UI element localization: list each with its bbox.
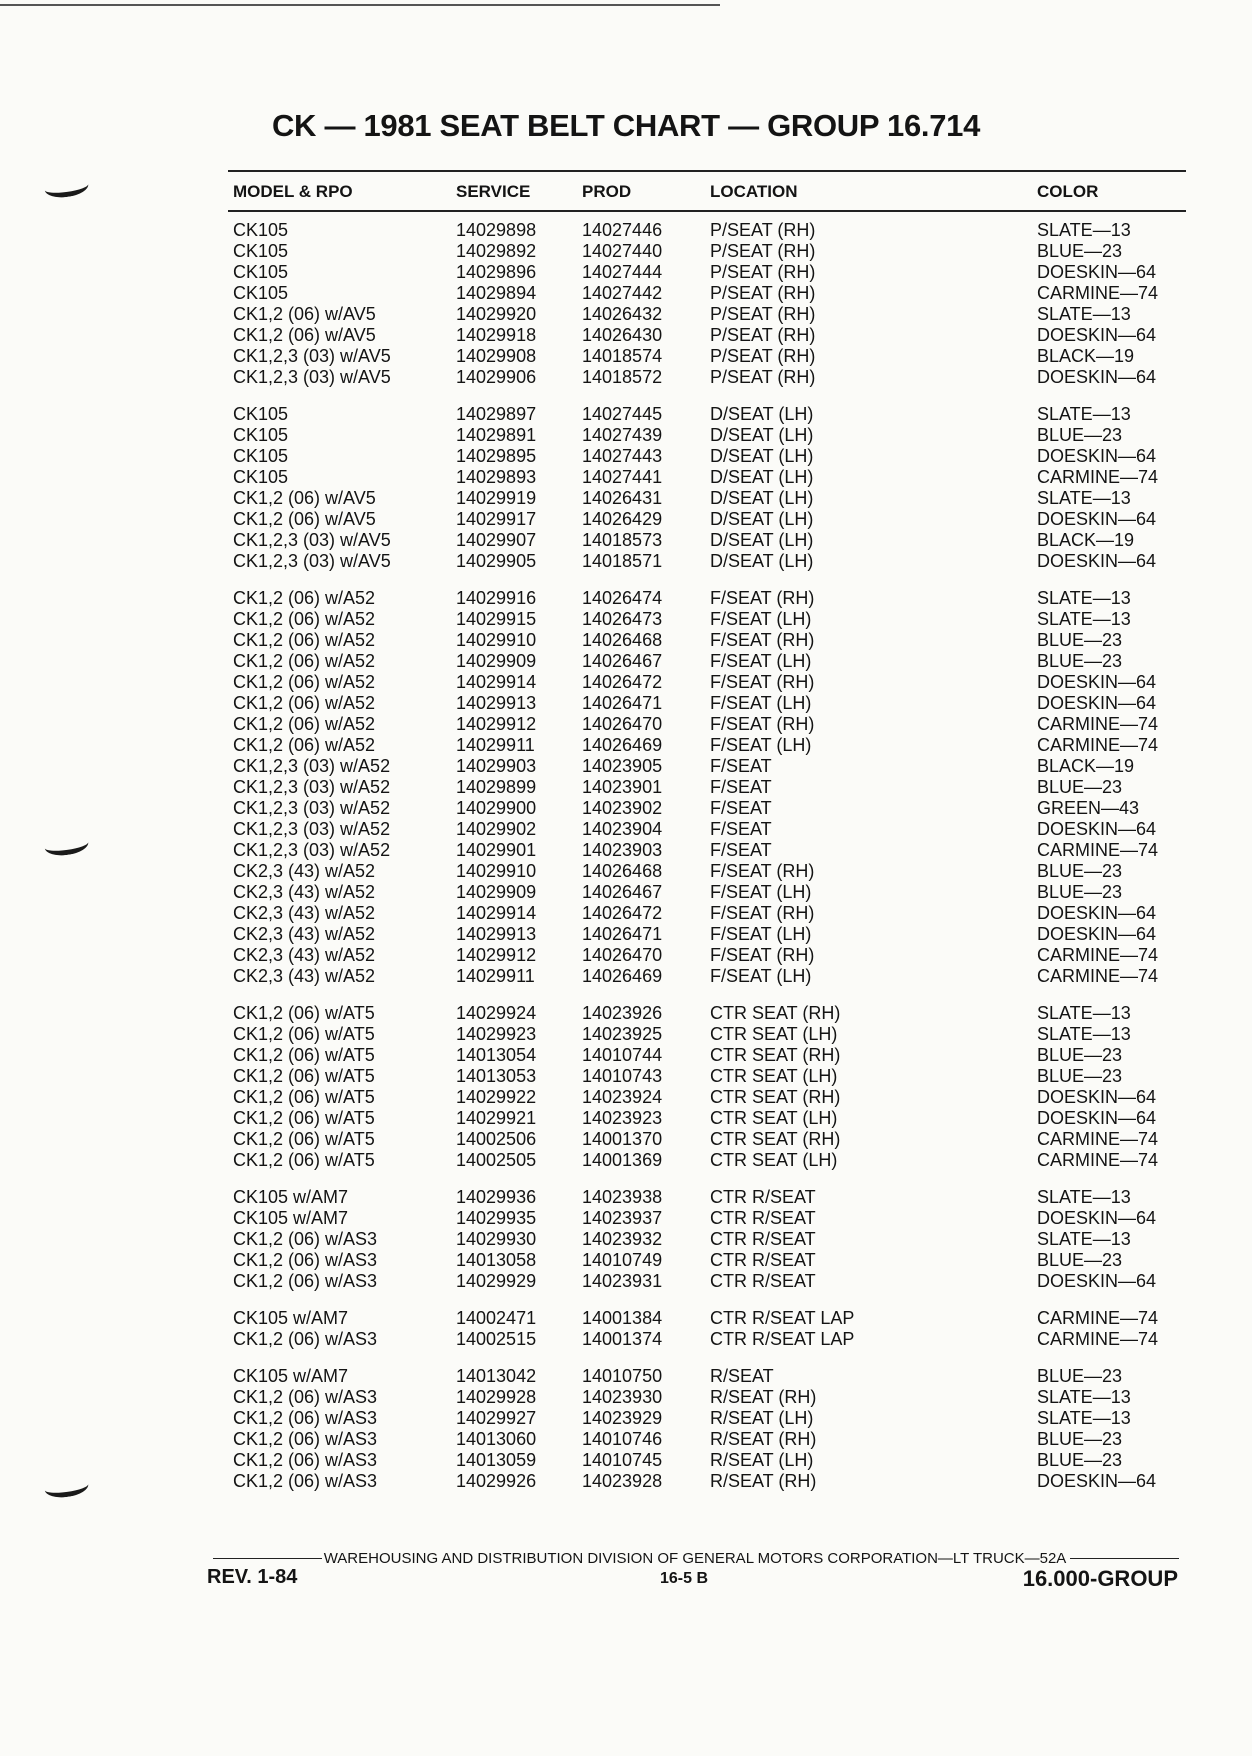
prod-cell: 14023931 xyxy=(582,1271,663,1291)
prod-cell: 14001384 xyxy=(582,1308,663,1328)
service-cell: 14029915 xyxy=(456,609,537,629)
prod-cell: 14023932 xyxy=(582,1229,663,1249)
service-cell: 14029924 xyxy=(456,1003,537,1023)
color-cell: CARMINE—74 xyxy=(1037,735,1159,755)
service-cell: 14029900 xyxy=(456,798,537,818)
service-cell: 14029910 xyxy=(456,861,537,881)
model-cell: CK105 xyxy=(233,283,289,303)
color-cell: DOESKIN—64 xyxy=(1037,693,1157,713)
prod-cell: 14027446 xyxy=(582,220,663,240)
column-header-model: MODEL & RPO xyxy=(233,182,353,201)
prod-cell: 14023937 xyxy=(582,1208,663,1228)
model-cell: CK1,2 (06) w/AV5 xyxy=(233,488,376,508)
service-cell: 14029902 xyxy=(456,819,537,839)
model-cell: CK1,2 (06) w/AT5 xyxy=(233,1129,375,1149)
service-cell: 14029901 xyxy=(456,840,537,860)
color-cell: BLACK—19 xyxy=(1037,756,1135,776)
prod-cell: 14026431 xyxy=(582,488,663,508)
color-cell: BLUE—23 xyxy=(1037,882,1123,902)
service-cell: 14029911 xyxy=(456,735,535,755)
color-cell: DOESKIN—64 xyxy=(1037,446,1157,466)
location-cell: R/SEAT (LH) xyxy=(710,1450,814,1470)
location-cell: D/SEAT (LH) xyxy=(710,467,814,487)
color-cell: DOESKIN—64 xyxy=(1037,262,1157,282)
location-cell: CTR SEAT (LH) xyxy=(710,1150,838,1170)
model-cell: CK2,3 (43) w/A52 xyxy=(233,882,376,902)
color-cell: BLUE—23 xyxy=(1037,425,1123,445)
prod-cell: 14023923 xyxy=(582,1108,663,1128)
location-cell: CTR SEAT (LH) xyxy=(710,1066,838,1086)
color-cell: SLATE—13 xyxy=(1037,1024,1131,1044)
binder-hole-icon xyxy=(42,1467,89,1500)
column-header-service: SERVICE xyxy=(456,182,531,201)
color-cell: CARMINE—74 xyxy=(1037,966,1159,986)
color-cell: BLACK—19 xyxy=(1037,530,1135,550)
color-cell: DOESKIN—64 xyxy=(1037,819,1157,839)
model-cell: CK1,2 (06) w/AV5 xyxy=(233,325,376,345)
color-cell: CARMINE—74 xyxy=(1037,1329,1159,1349)
color-cell: BLUE—23 xyxy=(1037,1250,1123,1270)
model-cell: CK1,2 (06) w/AT5 xyxy=(233,1003,375,1023)
model-cell: CK1,2 (06) w/AT5 xyxy=(233,1108,375,1128)
location-cell: P/SEAT (RH) xyxy=(710,283,816,303)
color-cell: DOESKIN—64 xyxy=(1037,672,1157,692)
service-cell: 14013054 xyxy=(456,1045,537,1065)
color-cell: BLUE—23 xyxy=(1037,241,1123,261)
binder-hole-icon xyxy=(42,167,89,200)
service-cell: 14029899 xyxy=(456,777,537,797)
service-cell: 14029918 xyxy=(456,325,537,345)
prod-cell: 14026432 xyxy=(582,304,663,324)
color-cell: BLUE—23 xyxy=(1037,1429,1123,1449)
location-cell: R/SEAT (LH) xyxy=(710,1408,814,1428)
location-cell: F/SEAT (RH) xyxy=(710,588,815,608)
color-cell: SLATE—13 xyxy=(1037,404,1131,424)
color-cell: CARMINE—74 xyxy=(1037,840,1159,860)
color-cell: SLATE—13 xyxy=(1037,1408,1131,1428)
model-cell: CK105 w/AM7 xyxy=(233,1208,349,1228)
prod-cell: 14026473 xyxy=(582,609,663,629)
location-cell: D/SEAT (LH) xyxy=(710,509,814,529)
location-cell: CTR SEAT (RH) xyxy=(710,1045,841,1065)
location-cell: F/SEAT (LH) xyxy=(710,609,812,629)
color-cell: BLUE—23 xyxy=(1037,861,1123,881)
color-cell: CARMINE—74 xyxy=(1037,714,1159,734)
color-cell: CARMINE—74 xyxy=(1037,1308,1159,1328)
prod-cell: 14026472 xyxy=(582,903,663,923)
model-cell: CK1,2 (06) w/AS3 xyxy=(233,1450,378,1470)
model-cell: CK1,2 (06) w/A52 xyxy=(233,672,376,692)
model-cell: CK1,2 (06) w/AT5 xyxy=(233,1024,375,1044)
model-cell: CK1,2 (06) w/AT5 xyxy=(233,1150,375,1170)
location-cell: CTR SEAT (RH) xyxy=(710,1087,841,1107)
footer-rule-right xyxy=(1070,1558,1179,1559)
prod-cell: 14026469 xyxy=(582,735,663,755)
service-cell: 14029912 xyxy=(456,714,537,734)
model-cell: CK1,2 (06) w/AS3 xyxy=(233,1408,378,1428)
prod-cell: 14023925 xyxy=(582,1024,663,1044)
model-cell: CK1,2,3 (03) w/A52 xyxy=(233,756,391,776)
location-cell: P/SEAT (RH) xyxy=(710,304,816,324)
color-cell: GREEN—43 xyxy=(1037,798,1140,818)
location-cell: CTR R/SEAT xyxy=(710,1187,816,1207)
model-cell: CK1,2,3 (03) w/A52 xyxy=(233,777,391,797)
service-cell: 14029892 xyxy=(456,241,537,261)
table-top-rule xyxy=(228,170,1186,172)
prod-cell: 14026471 xyxy=(582,693,663,713)
color-cell: SLATE—13 xyxy=(1037,220,1131,240)
color-cell: DOESKIN—64 xyxy=(1037,1271,1157,1291)
location-cell: F/SEAT xyxy=(710,819,772,839)
color-cell: CARMINE—74 xyxy=(1037,1129,1159,1149)
service-cell: 14029922 xyxy=(456,1087,537,1107)
location-cell: F/SEAT (RH) xyxy=(710,630,815,650)
prod-cell: 14026470 xyxy=(582,714,663,734)
service-cell: 14029897 xyxy=(456,404,537,424)
service-cell: 14029903 xyxy=(456,756,537,776)
prod-cell: 14026468 xyxy=(582,630,663,650)
model-cell: CK1,2,3 (03) w/AV5 xyxy=(233,530,391,550)
prod-cell: 14018573 xyxy=(582,530,663,550)
prod-cell: 14001370 xyxy=(582,1129,663,1149)
location-cell: R/SEAT xyxy=(710,1366,774,1386)
service-cell: 14013058 xyxy=(456,1250,537,1270)
location-cell: F/SEAT (RH) xyxy=(710,945,815,965)
footer-text: WAREHOUSING AND DISTRIBUTION DIVISION OF GENERAL MOTORS CORPORATION—LT TRUCK—52A xyxy=(323,1550,1067,1567)
model-cell: CK1,2,3 (03) w/AV5 xyxy=(233,346,391,366)
service-cell: 14029926 xyxy=(456,1471,537,1491)
location-cell: F/SEAT (RH) xyxy=(710,714,815,734)
service-cell: 14002515 xyxy=(456,1329,537,1349)
prod-cell: 14027442 xyxy=(582,283,663,303)
color-cell: BLUE—23 xyxy=(1037,1066,1123,1086)
prod-cell: 14010746 xyxy=(582,1429,663,1449)
model-cell: CK1,2 (06) w/A52 xyxy=(233,588,376,608)
location-cell: F/SEAT (LH) xyxy=(710,966,812,986)
service-cell: 14013053 xyxy=(456,1066,537,1086)
model-cell: CK1,2 (06) w/AS3 xyxy=(233,1250,378,1270)
location-cell: F/SEAT (RH) xyxy=(710,861,815,881)
location-cell: P/SEAT (RH) xyxy=(710,220,816,240)
model-cell: CK1,2,3 (03) w/AV5 xyxy=(233,551,391,571)
color-cell: SLATE—13 xyxy=(1037,488,1131,508)
service-cell: 14029914 xyxy=(456,672,537,692)
location-cell: D/SEAT (LH) xyxy=(710,530,814,550)
prod-cell: 14027443 xyxy=(582,446,663,466)
service-cell: 14029928 xyxy=(456,1387,537,1407)
location-cell: P/SEAT (RH) xyxy=(710,367,816,387)
color-cell: BLUE—23 xyxy=(1037,651,1123,671)
model-cell: CK1,2 (06) w/A52 xyxy=(233,693,376,713)
prod-cell: 14027441 xyxy=(582,467,663,487)
prod-cell: 14027444 xyxy=(582,262,663,282)
location-cell: F/SEAT xyxy=(710,756,772,776)
location-cell: P/SEAT (RH) xyxy=(710,325,816,345)
model-cell: CK1,2 (06) w/AT5 xyxy=(233,1066,375,1086)
service-cell: 14029911 xyxy=(456,966,535,986)
service-cell: 14029912 xyxy=(456,945,537,965)
prod-cell: 14023903 xyxy=(582,840,663,860)
model-cell: CK105 xyxy=(233,467,289,487)
color-cell: CARMINE—74 xyxy=(1037,467,1159,487)
prod-cell: 14001369 xyxy=(582,1150,663,1170)
service-cell: 14029913 xyxy=(456,924,537,944)
service-cell: 14002506 xyxy=(456,1129,537,1149)
color-cell: DOESKIN—64 xyxy=(1037,509,1157,529)
color-cell: DOESKIN—64 xyxy=(1037,1108,1157,1128)
footer-rule-left xyxy=(213,1558,322,1559)
color-cell: SLATE—13 xyxy=(1037,1003,1131,1023)
location-cell: D/SEAT (LH) xyxy=(710,446,814,466)
location-cell: R/SEAT (RH) xyxy=(710,1387,817,1407)
column-header-prod: PROD xyxy=(582,182,632,201)
prod-cell: 14026467 xyxy=(582,882,663,902)
color-cell: CARMINE—74 xyxy=(1037,945,1159,965)
model-cell: CK1,2 (06) w/AS3 xyxy=(233,1229,378,1249)
model-cell: CK1,2 (06) w/AS3 xyxy=(233,1329,378,1349)
service-cell: 14029921 xyxy=(456,1108,537,1128)
location-cell: D/SEAT (LH) xyxy=(710,425,814,445)
model-cell: CK1,2 (06) w/A52 xyxy=(233,609,376,629)
color-cell: DOESKIN—64 xyxy=(1037,903,1157,923)
prod-cell: 14026467 xyxy=(582,651,663,671)
color-cell: DOESKIN—64 xyxy=(1037,551,1157,571)
prod-cell: 14023901 xyxy=(582,777,663,797)
prod-cell: 14023924 xyxy=(582,1087,663,1107)
service-cell: 14029909 xyxy=(456,882,537,902)
service-cell: 14029936 xyxy=(456,1187,537,1207)
page-title: CK — 1981 SEAT BELT CHART — GROUP 16.714 xyxy=(271,108,981,143)
prod-cell: 14026471 xyxy=(582,924,663,944)
model-cell: CK105 xyxy=(233,262,289,282)
model-cell: CK105 xyxy=(233,220,289,240)
color-cell: DOESKIN—64 xyxy=(1037,1471,1157,1491)
location-cell: CTR R/SEAT LAP xyxy=(710,1329,855,1349)
location-cell: F/SEAT xyxy=(710,798,772,818)
model-cell: CK2,3 (43) w/A52 xyxy=(233,966,376,986)
model-cell: CK105 w/AM7 xyxy=(233,1187,349,1207)
prod-cell: 14010749 xyxy=(582,1250,663,1270)
service-cell: 14029909 xyxy=(456,651,537,671)
service-cell: 14029913 xyxy=(456,693,537,713)
service-cell: 14013042 xyxy=(456,1366,537,1386)
model-cell: CK1,2 (06) w/A52 xyxy=(233,714,376,734)
footer-line xyxy=(213,1550,1179,1567)
service-cell: 14029898 xyxy=(456,220,537,240)
color-cell: BLUE—23 xyxy=(1037,1045,1123,1065)
service-cell: 14029896 xyxy=(456,262,537,282)
page-number: 16-5 B xyxy=(660,1570,709,1587)
location-cell: F/SEAT (LH) xyxy=(710,693,812,713)
prod-cell: 14018572 xyxy=(582,367,663,387)
prod-cell: 14023929 xyxy=(582,1408,663,1428)
model-cell: CK1,2,3 (03) w/A52 xyxy=(233,840,391,860)
color-cell: DOESKIN—64 xyxy=(1037,924,1157,944)
model-cell: CK1,2 (06) w/A52 xyxy=(233,630,376,650)
prod-cell: 14001374 xyxy=(582,1329,663,1349)
location-cell: F/SEAT (LH) xyxy=(710,882,812,902)
revision-label: REV. 1-84 xyxy=(207,1566,298,1588)
prod-cell: 14026474 xyxy=(582,588,663,608)
prod-cell: 14023926 xyxy=(582,1003,663,1023)
service-cell: 14029891 xyxy=(456,425,537,445)
service-cell: 14002505 xyxy=(456,1150,537,1170)
service-cell: 14029927 xyxy=(456,1408,537,1428)
location-cell: CTR R/SEAT xyxy=(710,1229,816,1249)
model-cell: CK1,2 (06) w/AS3 xyxy=(233,1387,378,1407)
service-cell: 14029907 xyxy=(456,530,537,550)
binder-hole-icon xyxy=(42,825,89,858)
model-cell: CK105 xyxy=(233,404,289,424)
column-header-location: LOCATION xyxy=(710,182,798,201)
color-cell: SLATE—13 xyxy=(1037,609,1131,629)
color-cell: CARMINE—74 xyxy=(1037,1150,1159,1170)
location-cell: F/SEAT (RH) xyxy=(710,672,815,692)
service-cell: 14029916 xyxy=(456,588,537,608)
location-cell: CTR SEAT (LH) xyxy=(710,1024,838,1044)
color-cell: SLATE—13 xyxy=(1037,588,1131,608)
service-cell: 14029935 xyxy=(456,1208,537,1228)
model-cell: CK105 xyxy=(233,425,289,445)
model-cell: CK1,2,3 (03) w/AV5 xyxy=(233,367,391,387)
group-label: 16.000-GROUP xyxy=(1022,1566,1178,1591)
location-cell: CTR R/SEAT xyxy=(710,1250,816,1270)
prod-cell: 14010750 xyxy=(582,1366,663,1386)
location-cell: F/SEAT (LH) xyxy=(710,735,812,755)
prod-cell: 14026470 xyxy=(582,945,663,965)
prod-cell: 14026429 xyxy=(582,509,663,529)
model-cell: CK2,3 (43) w/A52 xyxy=(233,945,376,965)
service-cell: 14029908 xyxy=(456,346,537,366)
service-cell: 14029930 xyxy=(456,1229,537,1249)
model-cell: CK1,2 (06) w/AV5 xyxy=(233,304,376,324)
location-cell: F/SEAT xyxy=(710,777,772,797)
service-cell: 14029917 xyxy=(456,509,537,529)
service-cell: 14029920 xyxy=(456,304,537,324)
color-cell: DOESKIN—64 xyxy=(1037,1208,1157,1228)
service-cell: 14029929 xyxy=(456,1271,537,1291)
location-cell: CTR SEAT (LH) xyxy=(710,1108,838,1128)
service-cell: 14029914 xyxy=(456,903,537,923)
service-cell: 14029910 xyxy=(456,630,537,650)
prod-cell: 14023905 xyxy=(582,756,663,776)
prod-cell: 14027439 xyxy=(582,425,663,445)
model-cell: CK105 xyxy=(233,446,289,466)
location-cell: P/SEAT (RH) xyxy=(710,241,816,261)
service-cell: 14029893 xyxy=(456,467,537,487)
column-header-color: COLOR xyxy=(1037,182,1099,201)
model-cell: CK1,2 (06) w/AS3 xyxy=(233,1271,378,1291)
color-cell: DOESKIN—64 xyxy=(1037,367,1157,387)
prod-cell: 14010745 xyxy=(582,1450,663,1470)
location-cell: CTR SEAT (RH) xyxy=(710,1003,841,1023)
location-cell: F/SEAT (LH) xyxy=(710,651,812,671)
color-cell: BLACK—19 xyxy=(1037,346,1135,366)
prod-cell: 14023902 xyxy=(582,798,663,818)
service-cell: 14002471 xyxy=(456,1308,537,1328)
color-cell: SLATE—13 xyxy=(1037,1387,1131,1407)
color-cell: DOESKIN—64 xyxy=(1037,1087,1157,1107)
model-cell: CK1,2 (06) w/AS3 xyxy=(233,1429,378,1449)
color-cell: SLATE—13 xyxy=(1037,304,1131,324)
model-cell: CK2,3 (43) w/A52 xyxy=(233,861,376,881)
model-cell: CK1,2 (06) w/AS3 xyxy=(233,1471,378,1491)
color-cell: BLUE—23 xyxy=(1037,777,1123,797)
location-cell: F/SEAT (RH) xyxy=(710,903,815,923)
service-cell: 14013059 xyxy=(456,1450,537,1470)
service-cell: 14029919 xyxy=(456,488,537,508)
prod-cell: 14027440 xyxy=(582,241,663,261)
prod-cell: 14026468 xyxy=(582,861,663,881)
color-cell: DOESKIN—64 xyxy=(1037,325,1157,345)
prod-cell: 14010743 xyxy=(582,1066,663,1086)
location-cell: F/SEAT xyxy=(710,840,772,860)
model-cell: CK105 w/AM7 xyxy=(233,1308,349,1328)
service-cell: 14013060 xyxy=(456,1429,537,1449)
location-cell: F/SEAT (LH) xyxy=(710,924,812,944)
location-cell: R/SEAT (RH) xyxy=(710,1471,817,1491)
prod-cell: 14023904 xyxy=(582,819,663,839)
prod-cell: 14027445 xyxy=(582,404,663,424)
top-rule xyxy=(0,4,720,6)
color-cell: BLUE—23 xyxy=(1037,1366,1123,1386)
prod-cell: 14010744 xyxy=(582,1045,663,1065)
location-cell: CTR R/SEAT xyxy=(710,1271,816,1291)
prod-cell: 14023928 xyxy=(582,1471,663,1491)
prod-cell: 14018571 xyxy=(582,551,663,571)
prod-cell: 14026430 xyxy=(582,325,663,345)
model-cell: CK1,2 (06) w/A52 xyxy=(233,651,376,671)
prod-cell: 14018574 xyxy=(582,346,663,366)
color-cell: SLATE—13 xyxy=(1037,1187,1131,1207)
service-cell: 14029894 xyxy=(456,283,537,303)
service-cell: 14029906 xyxy=(456,367,537,387)
location-cell: D/SEAT (LH) xyxy=(710,488,814,508)
location-cell: D/SEAT (LH) xyxy=(710,551,814,571)
model-cell: CK2,3 (43) w/A52 xyxy=(233,924,376,944)
color-cell: SLATE—13 xyxy=(1037,1229,1131,1249)
location-cell: CTR SEAT (RH) xyxy=(710,1129,841,1149)
service-cell: 14029905 xyxy=(456,551,537,571)
location-cell: P/SEAT (RH) xyxy=(710,262,816,282)
prod-cell: 14023938 xyxy=(582,1187,663,1207)
model-cell: CK1,2 (06) w/A52 xyxy=(233,735,376,755)
service-cell: 14029923 xyxy=(456,1024,537,1044)
location-cell: CTR R/SEAT xyxy=(710,1208,816,1228)
location-cell: D/SEAT (LH) xyxy=(710,404,814,424)
model-cell: CK1,2 (06) w/AT5 xyxy=(233,1045,375,1065)
prod-cell: 14026469 xyxy=(582,966,663,986)
model-cell: CK105 w/AM7 xyxy=(233,1366,349,1386)
table-header-rule xyxy=(228,210,1186,212)
location-cell: P/SEAT (RH) xyxy=(710,346,816,366)
color-cell: BLUE—23 xyxy=(1037,630,1123,650)
location-cell: CTR R/SEAT LAP xyxy=(710,1308,855,1328)
model-cell: CK1,2,3 (03) w/A52 xyxy=(233,819,391,839)
model-cell: CK2,3 (43) w/A52 xyxy=(233,903,376,923)
color-cell: CARMINE—74 xyxy=(1037,283,1159,303)
prod-cell: 14023930 xyxy=(582,1387,663,1407)
model-cell: CK1,2,3 (03) w/A52 xyxy=(233,798,391,818)
color-cell: BLUE—23 xyxy=(1037,1450,1123,1470)
service-cell: 14029895 xyxy=(456,446,537,466)
model-cell: CK1,2 (06) w/AV5 xyxy=(233,509,376,529)
prod-cell: 14026472 xyxy=(582,672,663,692)
model-cell: CK105 xyxy=(233,241,289,261)
model-cell: CK1,2 (06) w/AT5 xyxy=(233,1087,375,1107)
location-cell: R/SEAT (RH) xyxy=(710,1429,817,1449)
